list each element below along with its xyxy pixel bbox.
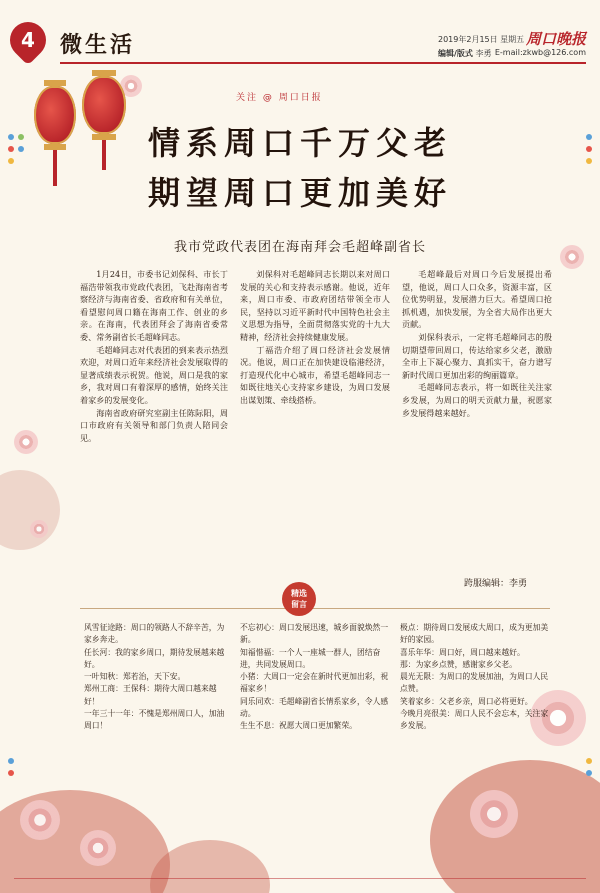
comment: 同乐同欢：毛超峰副省长情系家乡，令人感动。 <box>240 696 389 719</box>
flower-decoration <box>20 800 60 840</box>
newspaper-logo: 周口晚报 <box>525 30 586 48</box>
comment: 一叶知秋：郑若治，天下安。 <box>84 672 186 682</box>
flower-decoration <box>470 790 518 838</box>
contact-email: E-mail:zkwb@126.com <box>494 48 586 57</box>
section-divider <box>80 608 550 609</box>
headline-line-2: 期望周口更加美好 <box>147 174 452 212</box>
article-column-2 <box>240 268 390 578</box>
cloud-decoration <box>150 840 270 893</box>
paragraph: 毛超峰同志对代表团的到来表示热烈欢迎，对周口近年来经济社会发展取得的显著成绩表示祝贺。他说，周口是我的家乡，我对周口有着深厚的感情，始终关注着家乡的发展变化。 <box>80 344 228 405</box>
comment: 笑着家乡：父老乡亲，周口必将更好。 <box>400 696 533 706</box>
editor-credit-name: 李勇 <box>475 49 492 58</box>
kicker: 关注 @ 周口日报 <box>236 93 323 103</box>
comment: 小猪：大周口一定会在新时代更加出彩，祝福家乡！ <box>240 672 389 694</box>
comment: 任长河：我的家乡周口，期待发展越来越好。 <box>84 647 225 669</box>
flower-decoration <box>30 520 48 538</box>
section-name: 微生活 <box>60 32 136 58</box>
comments-column-2 <box>240 622 390 778</box>
bottom-rule <box>14 878 586 879</box>
dot-decoration <box>8 758 14 764</box>
badge-line-1: 精选 <box>291 589 307 598</box>
headline-line-1: 情系周口千万父老 <box>147 124 452 162</box>
paragraph: 毛超峰同志表示，将一如既往关注家乡发展，为周口的明天贡献力量，祝愿家乡发展得越来越好。 <box>402 382 552 418</box>
issue-date: 2019年2月15日 星期五 <box>438 35 525 44</box>
selected-comments-badge <box>282 582 316 616</box>
dot-decoration <box>586 770 592 776</box>
cloud-decoration <box>0 470 60 550</box>
paragraph: 刘保科表示，一定将毛超峰同志的殷切期望带回周口，传达给家乡父老，激励全市上下凝心聚力、真抓实干，奋力谱写新时代周口更加出彩的绚丽篇章。 <box>402 331 552 380</box>
article-column-1 <box>80 268 228 578</box>
comment: 那：为家乡点赞，感谢家乡父老。 <box>400 659 517 669</box>
page-number: 4 <box>21 28 35 52</box>
paragraph: 刘保科对毛超峰同志长期以来对周口发展的关心和支持表示感谢。他说，近年来，周口市委、市政府团结带领全市人民，坚持以习近平新时代中国特色社会主义思想为指导，全面贯彻落实党的十九大精神，经济社会持续健康发展。 <box>240 269 390 342</box>
editor-credit <box>438 48 491 59</box>
comment: 郑州工商：王保科：期待大周口越来越好！ <box>84 684 217 706</box>
article-editor: 跨服编辑：李勇 <box>464 579 528 589</box>
comment: 生生不息：祝愿大周口更加繁荣。 <box>240 721 357 731</box>
flower-decoration <box>14 430 38 454</box>
dot-decoration <box>8 770 14 776</box>
comment: 一年三十一年：不愧是郑州周口人，加油周口！ <box>84 709 225 731</box>
comment: 知福惜福：一个人一座城一群人，团结奋进，共同发展周口。 <box>240 647 381 669</box>
paragraph: 丁福浩介绍了周口经济社会发展情况。他说，周口正在加快建设临港经济，打造现代化中心城市，希望毛超峰同志一如既往地关心支持家乡建设，为周口发展出谋划策、牵线搭桥。 <box>240 344 390 405</box>
comment: 不忘初心：周口发展迅速，城乡面貌焕然一新。 <box>240 623 389 645</box>
comment: 晨光无限：为周口的发展加油，为周口人民点赞。 <box>400 672 549 694</box>
comment: 风雪征途路：周口的领路人不辞辛苦，为家乡奔走。 <box>84 623 225 645</box>
comments-column-1 <box>84 622 230 778</box>
subheadline: 我市党政代表团在海南拜会毛超峰副省长 <box>173 240 426 255</box>
badge-line-2: 留言 <box>291 600 307 609</box>
masthead <box>0 0 600 70</box>
comments-column-3 <box>400 622 552 782</box>
comment: 极点：期待周口发展成大周口，成为更加美好的家园。 <box>400 623 549 645</box>
paragraph: 1月24日，市委书记刘保科、市长丁福浩带领我市党政代表团，飞赴海南省考察经济与海南省委、省政府和有关单位，看望慰问周口籍在海南工作、创业的乡亲。在海南，代表团拜会了海南省委常委、常务副省长毛超峰同志。 <box>80 269 228 342</box>
flower-decoration <box>80 830 116 866</box>
comment: 喜乐年华：周口好，周口越来越好。 <box>400 647 525 657</box>
article-column-3 <box>402 268 552 578</box>
paragraph: 毛超峰最后对周口今后发展提出希望，他说，周口人口众多，资源丰富，区位优势明显，发展潜力巨大。希望周口抢抓机遇，加快发展，为全省大局作出更大贡献。 <box>402 269 552 330</box>
masthead-rule <box>60 62 586 64</box>
paragraph: 海南省政府研究室副主任陈际阳，周口市政府有关领导和部门负责人陪同会见。 <box>80 407 228 443</box>
dot-decoration <box>586 758 592 764</box>
comment: 今晚月亮很美：周口人民不会忘本，关注家乡发展。 <box>400 709 549 731</box>
editor-credit-label: 编辑/版式 <box>438 49 473 58</box>
